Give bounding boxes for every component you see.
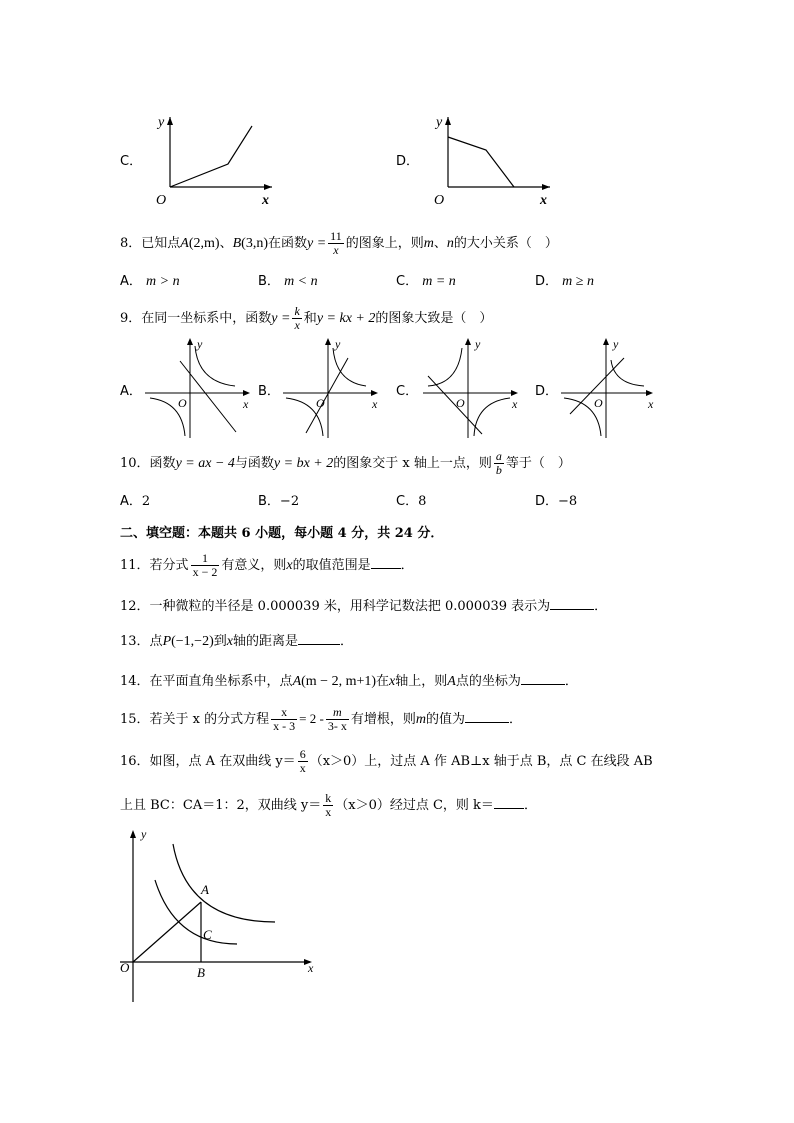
axis-x-label: x [262,193,269,207]
y-arrow [465,338,471,345]
frac-numerator: 6 [299,747,306,761]
axis-y-label: y [436,115,443,130]
option-value: −2 [279,494,300,509]
function-2: y = bx + 2 [273,456,334,471]
fraction [328,230,344,257]
graph-label-a: A． [120,384,142,399]
option-b [258,270,318,290]
function-2: y = kx + 2 [316,311,376,326]
hyperbola-k-over-x [155,880,237,944]
axis-y-label: y [141,827,147,841]
q16-line1-a: 如图，点 A 在双曲线 y＝ [149,754,296,769]
option-value: m > n [146,274,180,289]
option-value: 8 [418,494,427,509]
axis-x-label: x [308,961,314,975]
axis-x-label: x [243,397,249,411]
origin-label: O [594,396,603,410]
x-arrow [264,184,272,190]
graph-line [170,126,252,187]
point-b-label: B [197,965,205,980]
frac-numerator: m [326,706,349,720]
option-label: C． [396,274,419,289]
fraction [292,305,301,332]
option-label: B． [258,274,280,289]
y-arrow [325,338,331,345]
option-c [396,490,426,509]
q8-text-c: 的图象上，则 [345,236,424,251]
question-14 [120,670,578,690]
graph-label-d: D． [535,384,559,399]
option-d [535,490,577,509]
option-label: C． [120,154,143,169]
q8-text-b: 在函数 [267,236,307,251]
option-value: m < n [284,274,318,289]
question-number: 11． [120,558,150,573]
hyperbola-branch-1 [333,348,366,386]
q7-graph-c [150,112,280,207]
q13-text-c: 轴的距离是 [232,634,298,649]
answer-blank[interactable] [371,556,401,569]
var-x: x [226,634,233,649]
axis-y-label: y [475,337,481,351]
question-16-line-2 [120,792,537,819]
q15-text-c: 的值为 [425,712,465,727]
hyperbola-branch-1 [195,346,235,386]
period: ． [340,634,354,649]
graph-line [448,137,514,187]
fraction-1 [298,748,308,775]
q14-text-b: 在 [376,674,390,689]
frac-numerator: x [271,706,297,720]
frac-numerator: k [294,304,300,318]
question-15 [120,706,522,733]
fraction [494,450,504,477]
period: ． [594,599,608,614]
var-n: n [446,236,454,251]
q11-text-b: 有意义，则 [221,558,287,573]
var-m: m [423,236,434,251]
answer-blank[interactable] [298,632,340,645]
q8-text-a: 已知点 [141,236,181,251]
q14-text-d: 点的坐标为 [455,674,521,689]
hyperbola-branch-1 [611,360,644,386]
q9-graph-a [140,336,255,441]
question-number: 13． [120,634,150,649]
dunhao: 、 [433,236,447,251]
option-label: D． [535,274,559,289]
axis-y-label: y [335,337,341,351]
q8-text-d: 的大小关系（ ） [453,236,558,251]
option-d [535,270,594,290]
x-arrow [243,390,250,396]
question-10 [120,450,571,477]
line-graph [180,361,236,432]
answer-blank[interactable] [521,672,565,685]
origin-label: O [456,396,465,410]
option-c [396,270,456,290]
point-a: A [180,236,189,251]
fraction-2 [323,792,333,819]
frac-denominator: x [325,805,332,819]
graph-label-b: B． [258,384,280,399]
q14-text-c: 轴上，则 [395,674,448,689]
option-label: D． [396,154,420,169]
origin-label: O [156,193,167,207]
option-label: B． [258,494,280,509]
period: ． [564,674,578,689]
option-value: m = n [422,274,456,289]
var-x: x [389,674,396,689]
origin-label: O [178,396,187,410]
function-lhs: y = [307,236,327,251]
frac-denominator: x [299,761,306,775]
q13-text-b: 到 [213,634,227,649]
q7-graph-d [428,112,558,207]
question-8 [120,230,558,257]
option-a [120,490,150,509]
axis-y-label: y [197,337,203,351]
q15-text-a: 若关于 x 的分式方程 [149,712,270,727]
fraction-1 [271,706,297,733]
q12-text: 一种微粒的半径是 0.000039 米，用科学记数法把 0.000039 表示为 [149,599,551,614]
q9-text-b: 和 [303,311,317,326]
point-a-label: A [201,882,209,897]
x-arrow [511,390,518,396]
function-1: y = ax − 4 [175,456,235,471]
frac-denominator: b [495,463,502,477]
point-c-label: C [203,927,212,942]
q9-graph-c [418,336,533,441]
point-b-coords: (3,n) [241,236,268,251]
q10-text-c: 的图象交于 x 轴上一点，则 [333,456,492,471]
frac-numerator: a [495,449,502,463]
answer-blank[interactable] [550,597,594,610]
frac-denominator: x − 2 [192,565,218,579]
x-arrow [542,184,550,190]
axis-y-label: y [158,115,165,130]
frac-denominator: x [294,318,300,332]
q10-text-b: 与函数 [234,456,274,471]
line-graph [428,376,482,434]
option-b [258,490,299,509]
point-a: A [292,674,302,689]
y-arrow [445,117,451,125]
point-b: B [232,236,242,251]
question-12 [120,595,607,614]
frac-denominator: x - 3 [273,719,296,733]
point-coords: (m − 2, m+1) [301,674,377,689]
option-label: A． [120,494,142,509]
axis-x-label: x [372,397,378,411]
point-p: P [162,634,172,649]
q9-text-c: 的图象大致是（ ） [375,311,493,326]
separator: 、 [219,236,233,251]
frac-numerator: 1 [191,552,220,566]
q14-text-a: 在平面直角坐标系中，点 [149,674,293,689]
q11-text-a: 若分式 [149,558,189,573]
question-number: 9． [120,311,142,326]
question-11 [120,552,414,579]
var-m: m [415,712,426,727]
q15-text-b: 有增根，则 [350,712,416,727]
graph-label-c: C． [396,384,419,399]
question-13 [120,630,353,650]
axis-x-label: x [648,397,654,411]
question-number: 15． [120,712,150,727]
fraction [191,552,220,579]
frac-numerator: 11 [330,229,342,243]
option-label: C． [396,494,419,509]
q9-graph-d [556,336,671,441]
frac-denominator: x [333,243,339,257]
q16-line2-b: （x＞0）经过点 C，则 k＝ [335,798,494,813]
point-coords: (−1,−2) [171,634,214,649]
option-value: 2 [141,494,151,509]
question-number: 12． [120,599,150,614]
period: ． [400,558,414,573]
point-a-coords: (2,m) [188,236,220,251]
q16-line2-a: 上且 BC：CA＝1：2，双曲线 y＝ [120,798,322,813]
frac-numerator: k [325,791,332,805]
q9-graph-b [278,336,393,441]
y-arrow [130,830,136,838]
hyperbola-6-over-x [173,844,275,922]
origin-label: O [120,960,130,975]
y-arrow [187,338,193,345]
axis-x-label: x [512,397,518,411]
fraction-2 [326,706,349,733]
q13-text-a: 点 [149,634,163,649]
q9-text-a: 在同一坐标系中，函数 [141,311,272,326]
axis-y-label: y [613,337,619,351]
q16-line1-b: （x＞0）上，过点 A 作 AB⊥x 轴于点 B，点 C 在线段 AB [309,754,653,769]
function-lhs: y = [271,311,291,326]
question-number: 10． [120,456,150,471]
q16-figure [115,822,330,1007]
question-number: 8． [120,236,142,251]
option-label: A． [120,274,142,289]
point-a-2: A [447,674,456,689]
y-arrow [167,117,173,125]
x-arrow [371,390,378,396]
q11-text-c: 的取值范围是 [292,558,371,573]
frac-denominator: 3- x [327,719,347,733]
option-label: D． [535,494,559,509]
option-value: −8 [558,494,578,509]
question-9 [120,305,492,332]
period: ． [508,712,522,727]
origin-label: O [434,193,445,207]
equation-middle: = 2 - [299,711,324,726]
y-arrow [603,338,609,345]
period: ． [523,798,537,813]
q10-text-a: 函数 [149,456,176,471]
answer-blank[interactable] [494,796,524,809]
option-value: m ≥ n [562,274,594,289]
var-x: x [286,558,293,573]
answer-blank[interactable] [465,710,509,723]
question-16-line-1 [120,748,653,775]
section-heading: 二、填空题：本题共 6 小题，每小题 4 分，共 24 分． [120,526,444,541]
question-number: 14． [120,674,150,689]
x-arrow [646,390,653,396]
question-number: 16． [120,754,150,769]
origin-label: O [316,396,325,410]
option-a [120,270,180,290]
axis-x-label: x [540,193,547,207]
q10-text-d: 等于（ ） [505,456,571,471]
line-graph [306,358,348,433]
hyperbola-branch-1 [428,348,462,386]
hyperbola-branch-2 [474,398,510,436]
